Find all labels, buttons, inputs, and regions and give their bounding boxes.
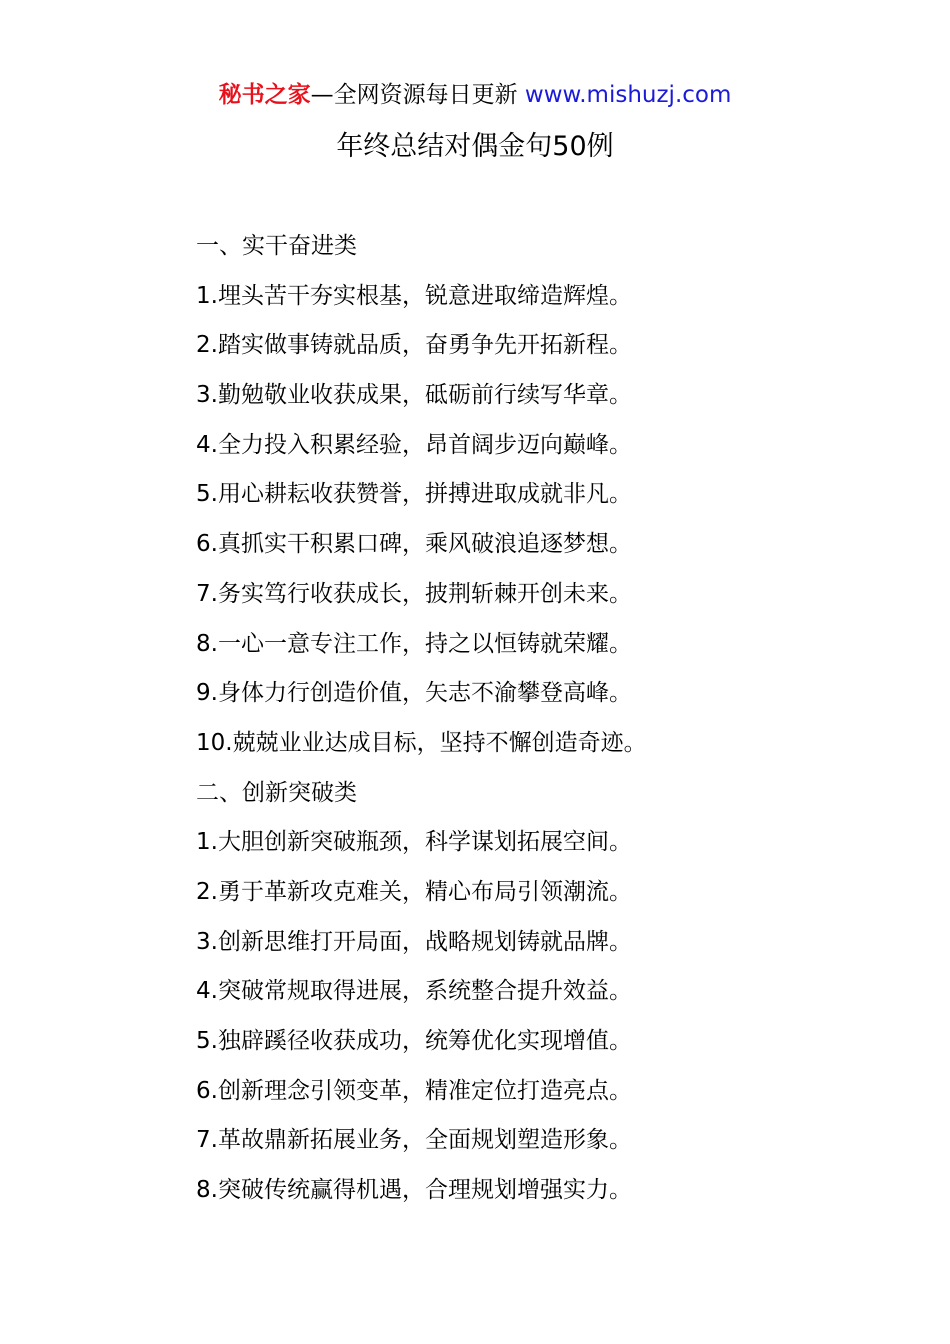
list-item: 1.埋头苦干夯实根基，锐意进取缔造辉煌。 xyxy=(196,282,632,309)
brand-name: 秘书之家 xyxy=(218,82,311,108)
list-item: 4.全力投入积累经验，昂首阔步迈向巅峰。 xyxy=(196,431,632,458)
list-item: 3.勤勉敬业收获成果，砥砺前行续写华章。 xyxy=(196,382,632,409)
site-tagline: —全网资源每日更新 xyxy=(310,82,525,108)
list-item: 7.革故鼎新拓展业务，全面规划塑造形象。 xyxy=(196,1127,632,1154)
list-item: 3.创新思维打开局面，战略规划铸就品牌。 xyxy=(196,928,632,955)
section-heading: 二、创新突破类 xyxy=(196,779,357,806)
list-item: 6.创新理念引领变革，精准定位打造亮点。 xyxy=(196,1077,632,1104)
list-item: 5.用心耕耘收获赞誉，拼搏进取成就非凡。 xyxy=(196,481,632,508)
list-item: 10.兢兢业业达成目标，坚持不懈创造奇迹。 xyxy=(196,729,647,756)
list-item: 8.一心一意专注工作，持之以恒铸就荣耀。 xyxy=(196,630,632,657)
document-title: 年终总结对偶金句50例 xyxy=(336,131,614,162)
list-item: 2.勇于革新攻克难关，精心布局引领潮流。 xyxy=(196,878,632,905)
list-item: 5.独辟蹊径收获成功，统筹优化实现增值。 xyxy=(196,1028,632,1054)
list-item: 1.大胆创新突破瓶颈，科学谋划拓展空间。 xyxy=(196,829,632,856)
list-item: 9.身体力行创造价值，矢志不渝攀登高峰。 xyxy=(196,680,632,707)
document-body xyxy=(196,226,896,1220)
list-item: 7.务实笃行收获成长，披荆斩棘开创未来。 xyxy=(196,580,632,607)
site-header xyxy=(0,78,950,112)
list-item: 8.突破传统赢得机遇，合理规划增强实力。 xyxy=(196,1177,632,1204)
list-item: 4.突破常规取得进展，系统整合提升效益。 xyxy=(196,978,632,1005)
list-item: 2.踏实做事铸就品质，奋勇争先开拓新程。 xyxy=(196,332,632,359)
list-item: 6.真抓实干积累口碑，乘风破浪追逐梦想。 xyxy=(196,531,632,558)
section-heading: 一、实干奋进类 xyxy=(196,233,357,259)
site-url-link[interactable]: www.mishuzj.com xyxy=(524,82,732,108)
